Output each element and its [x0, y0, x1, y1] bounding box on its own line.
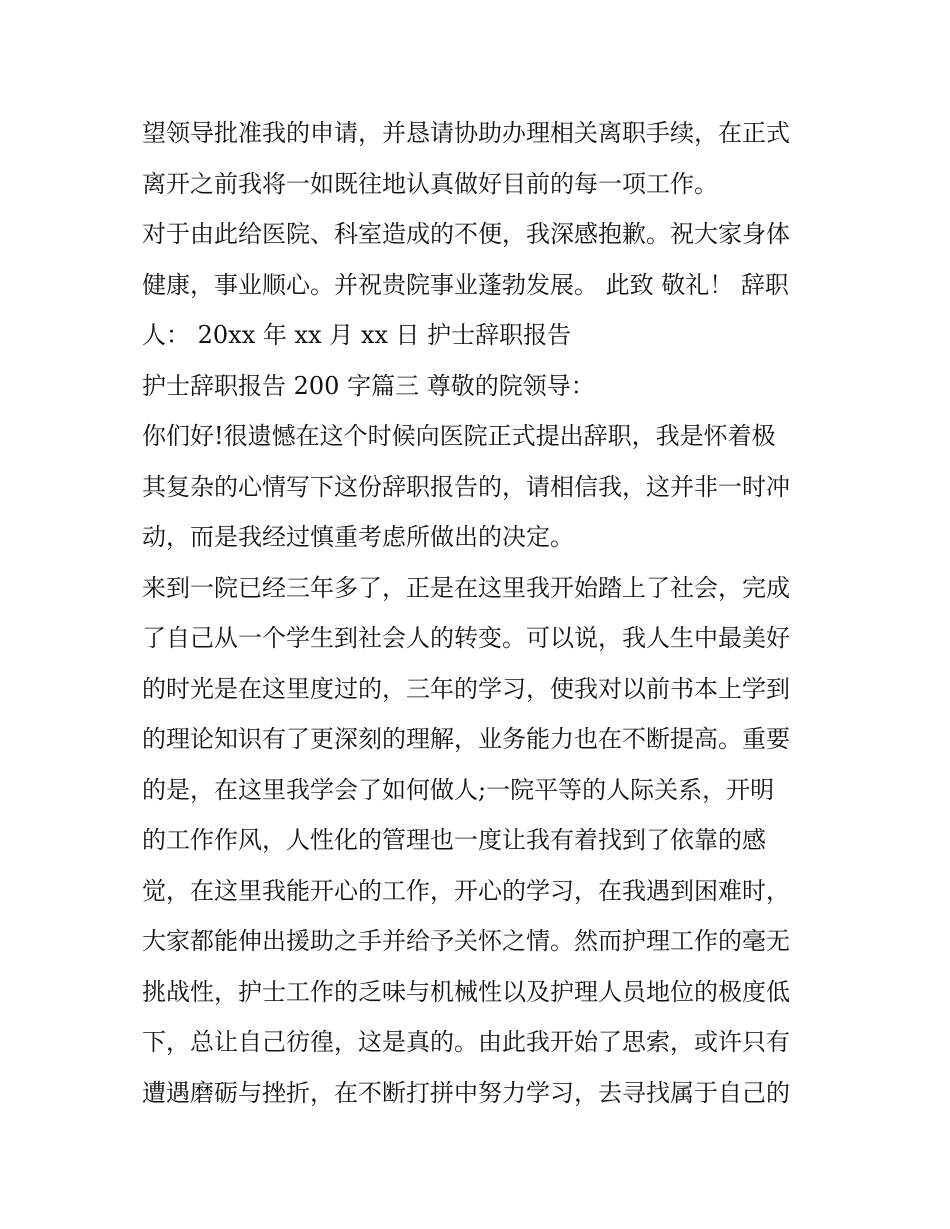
- text-line: 离开之前我将一如既往地认真做好目前的每一项工作。: [142, 169, 718, 198]
- text-line: 下，总让自己彷徨，这是真的。由此我开始了思索，或许只有: [142, 1028, 790, 1056]
- text-line: 了自己从一个学生到社会人的转变。可以说，我人生中最美好: [142, 624, 790, 652]
- text-line: 大家都能伸出援助之手并给予关怀之情。然而护理工作的毫无: [142, 927, 790, 955]
- text-line: 的是，在这里我学会了如何做人;一院平等的人际关系，开明: [142, 775, 775, 804]
- text-line: 其复杂的心情写下这份辞职报告的，请相信我，这并非一时冲: [142, 472, 790, 501]
- text-line: 你们好!很遗憾在这个时候向医院正式提出辞职，我是怀着极: [142, 422, 776, 450]
- text-line: 来到一院已经三年多了，正是在这里我开始踏上了社会，完成: [142, 573, 790, 602]
- text-line: 觉，在这里我能开心的工作，开心的学习，在我遇到困难时，: [142, 876, 790, 905]
- text-line: 人： 20xx 年 xx 月 xx 日 护士辞职报告: [142, 321, 572, 349]
- text-line: 的理论知识有了更深刻的理解，业务能力也在不断提高。重要: [142, 725, 790, 753]
- text-line: 挑战性，护士工作的乏味与机械性以及护理人员地位的极度低: [142, 977, 790, 1006]
- text-line: 的时光是在这里度过的，三年的学习，使我对以前书本上学到: [142, 674, 790, 703]
- text-line: 遭遇磨砺与挫折，在不断打拼中努力学习，去寻找属于自己的: [142, 1078, 790, 1107]
- text-line: 护士辞职报告 200 字篇三 尊敬的院领导：: [142, 371, 595, 400]
- text-line: 动，而是我经过慎重考虑所做出的决定。: [142, 523, 574, 551]
- text-line: 健康，事业顺心。并祝贵院事业蓬勃发展。 此致 敬礼！ 辞职: [142, 270, 789, 299]
- text-line: 望领导批准我的申请，并恳请协助办理相关离职手续，在正式: [142, 119, 790, 147]
- text-line: 的工作作风，人性化的管理也一度让我有着找到了依靠的感: [142, 826, 766, 854]
- document-body: [142, 108, 822, 1118]
- text-line: 对于由此给医院、科室造成的不便，我深感抱歉。祝大家身体: [142, 220, 790, 248]
